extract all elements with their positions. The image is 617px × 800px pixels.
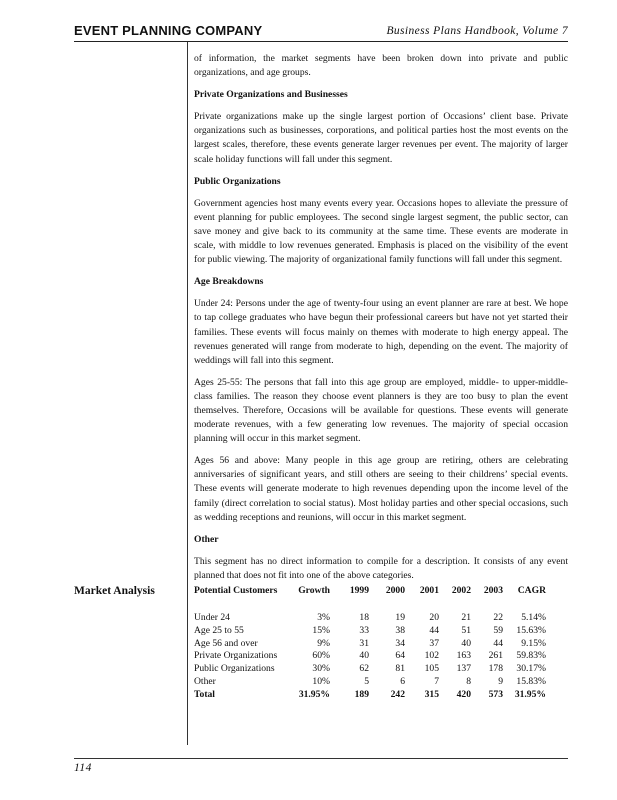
cell-2001: 105 bbox=[424, 663, 439, 675]
table-row bbox=[194, 676, 568, 689]
cell-2002: 163 bbox=[456, 650, 471, 662]
public-orgs-heading: Public Organizations bbox=[194, 175, 281, 187]
other-paragraph: This segment has no direct information to compile for a description. It consists of any event planned that does not fit into one of the above categories. bbox=[194, 555, 568, 581]
cell-cagr: 15.83% bbox=[516, 675, 546, 687]
cell-growth: 9% bbox=[317, 637, 330, 649]
private-orgs-paragraph: Private organizations make up the single largest portion of Occasions’ client base. Private organizations such as businesses, corporations, and political parties host the most events on the largest scales, therefore, these events generate larger revenues per event. The majority of larger scale holiday functions will fall under this segment. bbox=[194, 111, 568, 165]
cell-1999: 62 bbox=[359, 663, 369, 675]
table-row bbox=[194, 625, 568, 638]
cell-2000: 19 bbox=[395, 612, 405, 623]
cell-cagr: 5.14% bbox=[521, 612, 546, 623]
cell-2000: 81 bbox=[395, 663, 405, 675]
cell-cagr: 30.17% bbox=[516, 663, 546, 675]
table-header bbox=[194, 585, 568, 596]
table-row bbox=[194, 638, 568, 651]
cell-segment: Age 56 and over bbox=[194, 637, 258, 649]
age-25-55-paragraph: Ages 25-55: The persons that fall into this age group are employed, middle- to upper-middle-class families. The reason they choose event planners is they are too busy to plan the event themselves. Therefore, Occasions will be available for questions. These events will generate moderate revenues, with a few generating low revenues. The majority of special occasion planning will occur in this market segment. bbox=[194, 376, 568, 445]
other-heading: Other bbox=[194, 533, 219, 545]
cell-2002: 137 bbox=[456, 663, 471, 675]
col-header-growth: Growth bbox=[298, 585, 330, 596]
col-header-2002: 2002 bbox=[451, 585, 471, 596]
public-orgs-paragraph: Government agencies host many events every year. Occasions hopes to alleviate the pressure of event planning for public employees. The second single largest segment, the public sector, can save money and give back to its community at the same time. These events are moderate in scale, with middle to low revenues generated. Emphasis is placed on the visibility of the event for public viewing. The majority of organizational family functions will fall under this segment. bbox=[194, 197, 568, 266]
market-analysis-label: Market Analysis bbox=[74, 585, 155, 597]
cell-2001: 7 bbox=[434, 675, 439, 687]
cell-segment: Total bbox=[194, 688, 215, 700]
cell-segment: Under 24 bbox=[194, 612, 230, 623]
cell-segment: Other bbox=[194, 675, 216, 687]
footer-rule bbox=[74, 758, 568, 759]
cell-2000: 6 bbox=[400, 675, 405, 687]
cell-2002: 40 bbox=[461, 637, 471, 649]
cell-2000: 242 bbox=[390, 688, 405, 700]
col-header-2003: 2003 bbox=[483, 585, 503, 596]
running-header-company: EVENT PLANNING COMPANY bbox=[74, 23, 263, 38]
cell-growth: 3% bbox=[317, 612, 330, 623]
cell-1999: 18 bbox=[359, 612, 369, 623]
cell-2001: 37 bbox=[429, 637, 439, 649]
cell-2001: 44 bbox=[429, 624, 439, 636]
running-header-book-title: Business Plans Handbook, Volume 7 bbox=[386, 25, 568, 37]
cell-2001: 20 bbox=[429, 612, 439, 623]
cell-1999: 189 bbox=[354, 688, 369, 700]
table-total-row bbox=[194, 689, 568, 702]
cell-2003: 573 bbox=[488, 688, 503, 700]
cell-growth: 15% bbox=[312, 624, 330, 636]
cell-2000: 64 bbox=[395, 650, 405, 662]
cell-2001: 102 bbox=[424, 650, 439, 662]
cell-2003: 178 bbox=[488, 663, 503, 675]
cell-2001: 315 bbox=[424, 688, 439, 700]
cell-cagr: 15.63% bbox=[516, 624, 546, 636]
cell-2000: 38 bbox=[395, 624, 405, 636]
cell-1999: 5 bbox=[364, 675, 369, 687]
cell-2000: 34 bbox=[395, 637, 405, 649]
margin-divider bbox=[187, 42, 188, 745]
cell-segment: Age 25 to 55 bbox=[194, 624, 244, 636]
cell-cagr: 31.95% bbox=[514, 688, 546, 700]
market-table-body bbox=[194, 612, 568, 702]
intro-paragraph: of information, the market segments have been broken down into private and public organizations, and age groups. bbox=[194, 53, 568, 79]
table-row bbox=[194, 650, 568, 663]
private-orgs-heading: Private Organizations and Businesses bbox=[194, 89, 348, 101]
cell-growth: 31.95% bbox=[298, 688, 330, 700]
age-under-24-paragraph: Under 24: Persons under the age of twenty-four using an event planner are rare at best. We hope to tap college graduates who have begun their professional careers but have not yet started their families. These events will focus mainly on themes with moderate to high energy appeal. The revenues generated will range from moderate to high, depending on the event. The majority of weddings will fall into this segment. bbox=[194, 298, 568, 366]
cell-1999: 31 bbox=[359, 637, 369, 649]
cell-cagr: 9.15% bbox=[521, 637, 546, 649]
table-row bbox=[194, 663, 568, 676]
cell-2002: 51 bbox=[461, 624, 471, 636]
cell-2003: 261 bbox=[488, 650, 503, 662]
cell-2003: 59 bbox=[493, 624, 503, 636]
cell-2003: 22 bbox=[493, 612, 503, 623]
page-number: 114 bbox=[74, 762, 92, 774]
cell-growth: 10% bbox=[312, 675, 330, 687]
cell-segment: Public Organizations bbox=[194, 663, 275, 675]
age-56-paragraph: Ages 56 and above: Many people in this age group are retiring, others are celebrating anniversaries of significant years, and still others are seeing to their childrens’ special events. These events will generate moderate to high revenues depending upon the income level of the family (direct correlation to social status). Most holiday parties and other special occasions, such as wedding receptions and reunions, will occur in this market segment. bbox=[194, 455, 568, 523]
col-header-2001: 2001 bbox=[419, 585, 439, 596]
cell-growth: 60% bbox=[312, 650, 330, 662]
cell-1999: 40 bbox=[359, 650, 369, 662]
col-header-2000: 2000 bbox=[385, 585, 405, 596]
col-header-cagr: CAGR bbox=[517, 585, 546, 596]
col-header-customers: Potential Customers bbox=[194, 585, 278, 596]
body-text bbox=[194, 52, 568, 591]
cell-1999: 33 bbox=[359, 624, 369, 636]
table-row bbox=[194, 612, 568, 625]
cell-2003: 9 bbox=[498, 675, 503, 687]
header-rule bbox=[74, 41, 568, 42]
cell-2002: 21 bbox=[461, 612, 471, 623]
cell-2003: 44 bbox=[493, 637, 503, 649]
age-breakdowns-heading: Age Breakdowns bbox=[194, 276, 264, 288]
cell-cagr: 59.83% bbox=[516, 650, 546, 662]
cell-2002: 8 bbox=[466, 675, 471, 687]
cell-growth: 30% bbox=[312, 663, 330, 675]
cell-2002: 420 bbox=[456, 688, 471, 700]
cell-segment: Private Organizations bbox=[194, 650, 278, 662]
col-header-1999: 1999 bbox=[349, 585, 369, 596]
